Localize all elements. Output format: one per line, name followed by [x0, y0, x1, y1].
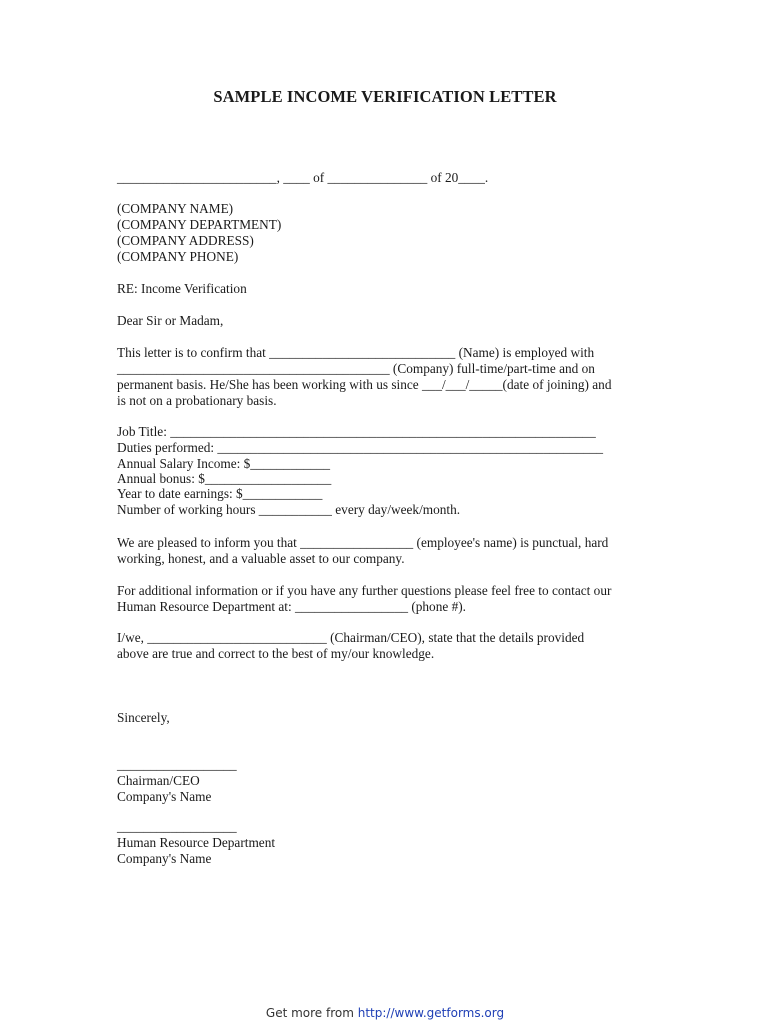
paragraph3-line: For additional information or if you have any further questions please feel free to contact our: [117, 583, 612, 598]
footer: [0, 1006, 770, 1020]
footer-link[interactable]: http://www.getforms.org: [357, 1006, 505, 1020]
company-name: (COMPANY NAME): [117, 201, 234, 216]
working-hours-field: Number of working hours ___________ every day/week/month.: [117, 502, 461, 517]
page-title: SAMPLE INCOME VERIFICATION LETTER: [213, 87, 557, 106]
company-address: (COMPANY ADDRESS): [117, 233, 254, 248]
ytd-earnings-field: Year to date earnings: $____________: [117, 486, 323, 501]
company-phone: (COMPANY PHONE): [117, 249, 239, 264]
salary-field: Annual Salary Income: $____________: [117, 456, 331, 471]
paragraph1-line: permanent basis. He/She has been working with us since ___/___/_____(date of joining) and: [117, 377, 612, 392]
company-department: (COMPANY DEPARTMENT): [117, 217, 282, 232]
paragraph4-line: I/we, ___________________________ (Chairman/CEO), state that the details provided: [117, 630, 585, 645]
paragraph2-line: We are pleased to inform you that _________________ (employee's name) is punctual, hard: [117, 535, 609, 550]
footer-prefix: Get more from: [265, 1006, 354, 1020]
paragraph1-line: is not on a probationary basis.: [117, 393, 277, 408]
bonus-field: Annual bonus: $___________________: [117, 471, 332, 486]
date-line: ________________________, ____ of _______________ of 20____.: [117, 170, 489, 185]
paragraph1-line: _________________________________________ (Company) full-time/part-time and on: [117, 361, 595, 376]
closing: Sincerely,: [117, 710, 170, 725]
job-title-field: Job Title: ________________________________________________________________: [117, 424, 596, 439]
re-line: RE: Income Verification: [117, 281, 247, 296]
signature-title: Human Resource Department: [117, 835, 276, 850]
signature-line: __________________: [117, 819, 237, 834]
paragraph2-line: working, honest, and a valuable asset to our company.: [117, 551, 405, 566]
paragraph1-line: This letter is to confirm that ____________________________ (Name) is employed with: [117, 345, 595, 360]
salutation: Dear Sir or Madam,: [117, 313, 224, 328]
signature-title: Chairman/CEO: [117, 773, 200, 788]
duties-field: Duties performed: __________________________________________________________: [117, 440, 604, 455]
signature-company: Company's Name: [117, 851, 212, 866]
paragraph3-line: Human Resource Department at: _________________ (phone #).: [117, 599, 466, 614]
signature-line: __________________: [117, 757, 237, 772]
signature-company: Company's Name: [117, 789, 212, 804]
paragraph4-line: above are true and correct to the best of my/our knowledge.: [117, 646, 435, 661]
